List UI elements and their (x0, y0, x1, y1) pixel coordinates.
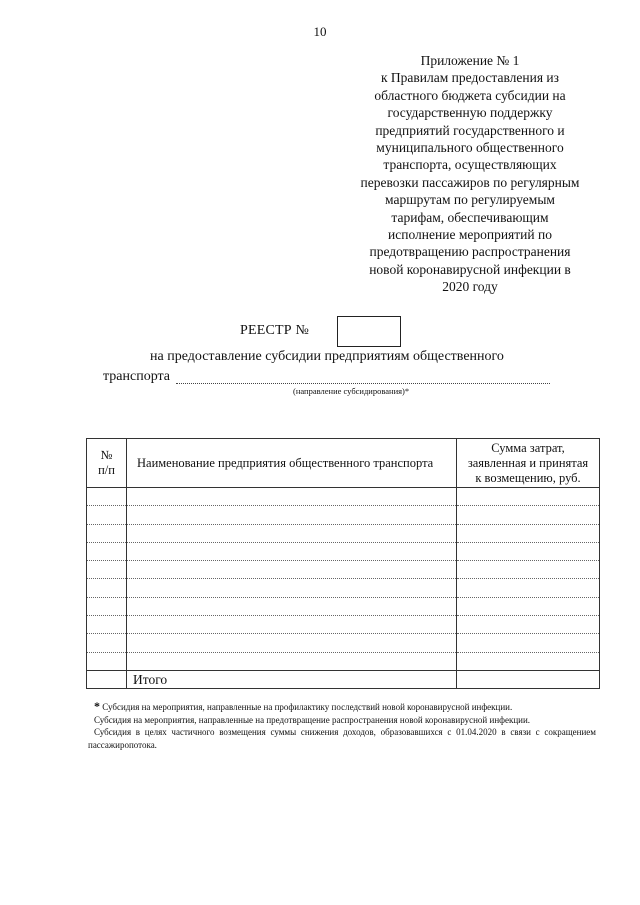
appendix-line: перевозки пассажиров по регулярным (360, 174, 580, 190)
table-row (87, 597, 600, 615)
appendix-line: предотвращению распространения (369, 244, 571, 260)
cell-number (87, 670, 127, 688)
cell-number[interactable] (87, 561, 127, 579)
table-total-row (87, 670, 600, 688)
cell-enterprise[interactable] (127, 488, 457, 506)
cell-amount[interactable] (457, 524, 600, 542)
appendix-line: новой коронавирусной инфекции в (369, 261, 571, 277)
cell-amount[interactable] (457, 616, 600, 634)
cell-enterprise[interactable] (127, 506, 457, 524)
registry-title: РЕЕСТР № (240, 323, 310, 338)
footnote-2: Субсидия на мероприятия, направленные на предотвращение распространения новой коронавирусной инфекции. (94, 714, 531, 725)
table-row (87, 506, 600, 524)
table-row (87, 652, 600, 670)
cell-amount[interactable] (457, 652, 600, 670)
registry-table (86, 438, 600, 689)
appendix-line: областного бюджета субсидии на (374, 87, 566, 103)
cell-enterprise[interactable] (127, 652, 457, 670)
appendix-line: транспорта, осуществляющих (383, 157, 557, 173)
cell-amount[interactable] (457, 561, 600, 579)
cell-amount[interactable] (457, 634, 600, 652)
header-number: № п/п (87, 439, 127, 488)
appendix-line: государственную поддержку (387, 105, 553, 121)
footnotes (88, 700, 596, 751)
cell-enterprise[interactable] (127, 561, 457, 579)
cell-enterprise[interactable] (127, 616, 457, 634)
cell-amount[interactable] (457, 506, 600, 524)
appendix-line: маршрутам по регулируемым (385, 192, 555, 208)
footnote-1 (88, 700, 596, 714)
appendix-line: к Правилам предоставления из (381, 70, 559, 86)
total-amount[interactable] (457, 670, 600, 688)
table-row (87, 616, 600, 634)
appendix-line: Приложение № 1 (420, 53, 520, 68)
appendix-header (330, 52, 610, 296)
cell-amount[interactable] (457, 597, 600, 615)
table-row (87, 634, 600, 652)
cell-amount[interactable] (457, 488, 600, 506)
registry-number-field[interactable] (337, 316, 401, 347)
appendix-line: 2020 году (442, 279, 498, 295)
table-row (87, 488, 600, 506)
subsidy-direction-blank[interactable] (176, 383, 550, 384)
table-row (87, 524, 600, 542)
header-amount: Сумма затрат, заявленная и принятая к возмещению, руб. (457, 439, 600, 488)
cell-number[interactable] (87, 506, 127, 524)
table-row (87, 561, 600, 579)
table-row (87, 542, 600, 560)
footnote-3: Субсидия в целях частичного возмещения суммы снижения доходов, образовавшихся с 01.04.2020 в связи с сокращением пассажиропотока. (88, 727, 596, 750)
footnote-star: * (94, 699, 100, 713)
header-enterprise-name: Наименование предприятия общественного транспорта (127, 439, 457, 488)
table-row (87, 579, 600, 597)
cell-number[interactable] (87, 579, 127, 597)
total-label: Итого (127, 670, 457, 688)
cell-amount[interactable] (457, 542, 600, 560)
registry-purpose-line1: на предоставление субсидии предприятиям общественного (150, 349, 504, 364)
registry-purpose-line2: транспорта (103, 369, 171, 384)
cell-enterprise[interactable] (127, 542, 457, 560)
page-number: 10 (313, 24, 327, 39)
cell-number[interactable] (87, 488, 127, 506)
cell-number[interactable] (87, 524, 127, 542)
table-header-row (87, 439, 600, 488)
appendix-line: тарифам, обеспечивающим (391, 209, 549, 225)
cell-enterprise[interactable] (127, 579, 457, 597)
cell-number[interactable] (87, 616, 127, 634)
appendix-line: муниципального общественного (376, 140, 564, 156)
subsidy-direction-hint: (направление субсидирования)* (293, 386, 410, 396)
cell-number[interactable] (87, 634, 127, 652)
cell-number[interactable] (87, 597, 127, 615)
cell-enterprise[interactable] (127, 597, 457, 615)
cell-enterprise[interactable] (127, 524, 457, 542)
cell-number[interactable] (87, 652, 127, 670)
appendix-line: исполнение мероприятий по (388, 227, 552, 243)
footnote-1-text: Субсидия на мероприятия, направленные на профилактику последствий новой коронавирусной инфекции. (102, 702, 513, 712)
cell-number[interactable] (87, 542, 127, 560)
appendix-line: предприятий государственного и (375, 122, 565, 138)
cell-amount[interactable] (457, 579, 600, 597)
cell-enterprise[interactable] (127, 634, 457, 652)
